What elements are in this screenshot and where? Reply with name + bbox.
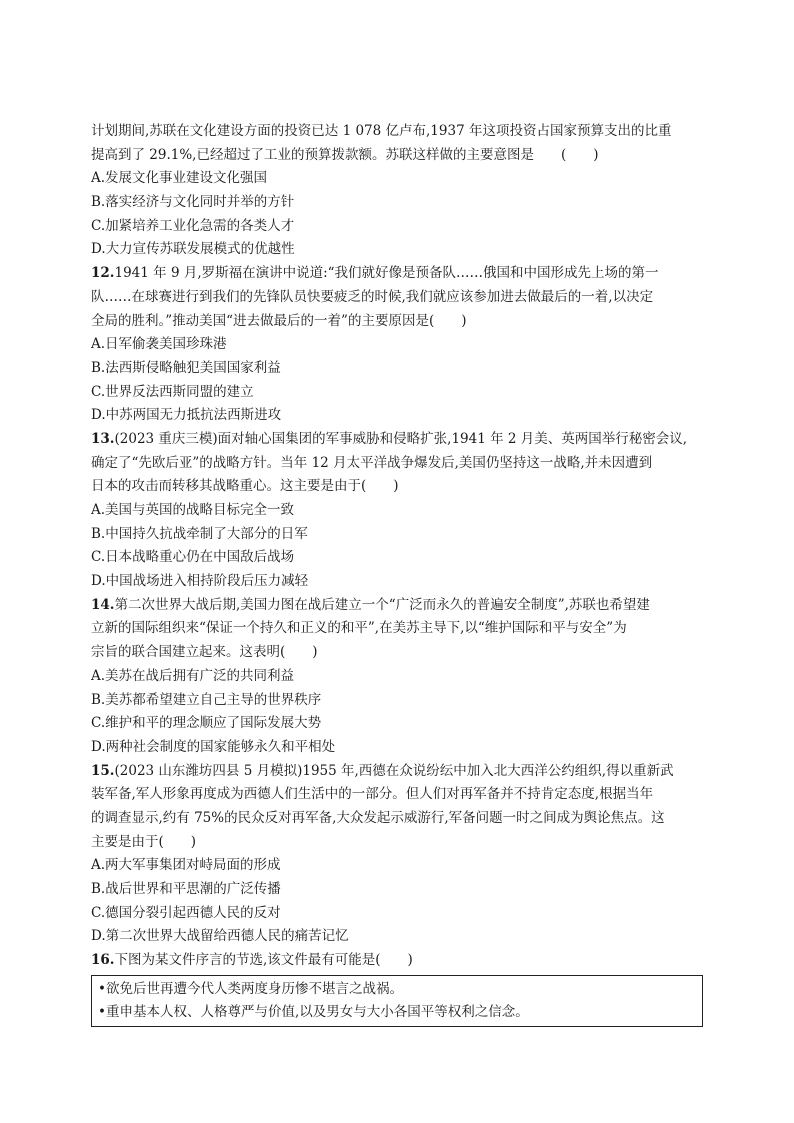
answer-option-b: B.美苏都希望建立自己主导的世界秩序: [91, 691, 322, 708]
question-number: 12.: [91, 265, 115, 282]
answer-option-a: A.日军偷袭美国珍珠港: [91, 336, 227, 353]
excerpt-line: •欲免后世再遭今代人类两度身历惨不堪言之战祸。: [98, 980, 403, 997]
question-text-line: 装军备,军人形象再度成为西德人们生活中的一部分。但人们对再军备并不持肯定态度,根据当年: [91, 786, 654, 803]
question-text-line: 日本的攻击而转移其战略重心。这主要是由于( ): [91, 478, 399, 495]
question-text-line: 的调查显示,约有 75%的民众反对再军备,大众发起示威游行,军备问题一时之间成为舆论焦点。这: [91, 809, 665, 826]
answer-option-c: C.加紧培养工业化急需的各类人才: [91, 217, 295, 234]
question-16: [91, 949, 711, 1027]
answer-option-d: D.中苏两国无力抵抗法西斯进攻: [91, 407, 282, 424]
answer-option-a: A.美国与英国的战略目标完全一致: [91, 502, 295, 518]
answer-option-c: C.日本战略重心仍在中国敌后战场: [91, 549, 295, 566]
answer-option-b: B.中国持久抗战牵制了大部分的日军: [91, 525, 308, 542]
question-text-line: 提高到了 29.1%,已经超过了工业的预算拨款额。苏联这样做的主要意图是 ( ): [91, 146, 599, 163]
question-text-line: 主要是由于( ): [91, 833, 197, 850]
answer-option-d: D.中国战场进入相持阶段后压力减轻: [91, 573, 309, 590]
question-text-line: 12.1941 年 9 月,罗斯福在演讲中说道:“我们就好像是预备队……俄国和中国形成先上场的第一: [91, 265, 659, 282]
question-text-line: 立新的国际组织来“保证一个持久和正义的和平”,在美苏主导下,以“维护国际和平与安全”为: [91, 620, 627, 637]
question-13: [91, 428, 711, 594]
answer-option-d: D.大力宣传苏联发展模式的优越性: [91, 241, 295, 258]
question-12: [91, 262, 711, 428]
answer-option-b: B.法西斯侵略触犯美国国家利益: [91, 359, 281, 376]
question-text-line: 13.(2023 重庆三模)面对轴心国集团的军事威胁和侵略扩张,1941 年 2 月美、英两国举行秘密会议,: [91, 430, 688, 447]
exam-page: [91, 120, 711, 1027]
question-14: [91, 594, 711, 760]
question-text-line: 全局的胜利。”推动美国“进去做最后的一着”的主要原因是( ): [91, 312, 467, 329]
question-text-line: 14.第二次世界大战后期,美国力图在战后建立一个“广泛而永久的普遍安全制度”,苏联也希望建: [91, 596, 650, 613]
question-15: [91, 760, 711, 950]
question-text-line: 16.下图为某文件序言的节选,该文件最有可能是( ): [91, 952, 413, 969]
question-number: 16.: [91, 952, 115, 969]
answer-option-a: A.两大军事集团对峙局面的形成: [91, 857, 281, 874]
question-number: 15.: [91, 762, 115, 779]
question-text-line: 宗旨的联合国建立起来。这表明( ): [91, 644, 318, 661]
question-number: 14.: [91, 596, 115, 613]
answer-option-b: B.战后世界和平思潮的广泛传播: [91, 881, 281, 897]
answer-option-c: C.德国分裂引起西德人民的反对: [91, 904, 281, 921]
intro-question-continuation: [91, 120, 711, 262]
answer-option-b: B.落实经济与文化同时并举的方针: [91, 194, 295, 211]
excerpt-line: •重申基本人权、人格尊严与价值,以及男女与大小各国平等权利之信念。: [98, 1003, 529, 1020]
answer-option-a: A.美苏在战后拥有广泛的共同利益: [91, 667, 295, 684]
question-text-line: 队……在球赛进行到我们的先锋队员快要疲乏的时候,我们就应该参加进去做最后的一着,以决定: [91, 288, 654, 305]
question-text-line: 确定了“先欧后亚”的战略方针。当年 12 月太平洋战争爆发后,美国仍坚持这一战略,并未因遭到: [91, 454, 653, 471]
question-text-line: 15.(2023 山东潍坊四县 5 月模拟)1955 年,西德在众说纷纭中加入北大西洋公约组织,得以重新武: [91, 762, 674, 779]
answer-option-a: A.发展文化事业建设文化强国: [91, 170, 268, 187]
answer-option-c: C.维护和平的理念顺应了国际发展大势: [91, 715, 322, 732]
document-excerpt-box: [91, 975, 703, 1027]
question-number: 13.: [91, 430, 115, 447]
answer-option-d: D.两种社会制度的国家能够永久和平相处: [91, 738, 336, 755]
question-text-line: 计划期间,苏联在文化建设方面的投资已达 1 078 亿卢布,1937 年这项投资占国家预算支出的比重: [91, 123, 672, 139]
answer-option-c: C.世界反法西斯同盟的建立: [91, 383, 254, 400]
answer-option-d: D.第二次世界大战留给西德人民的痛苦记忆: [91, 928, 349, 945]
